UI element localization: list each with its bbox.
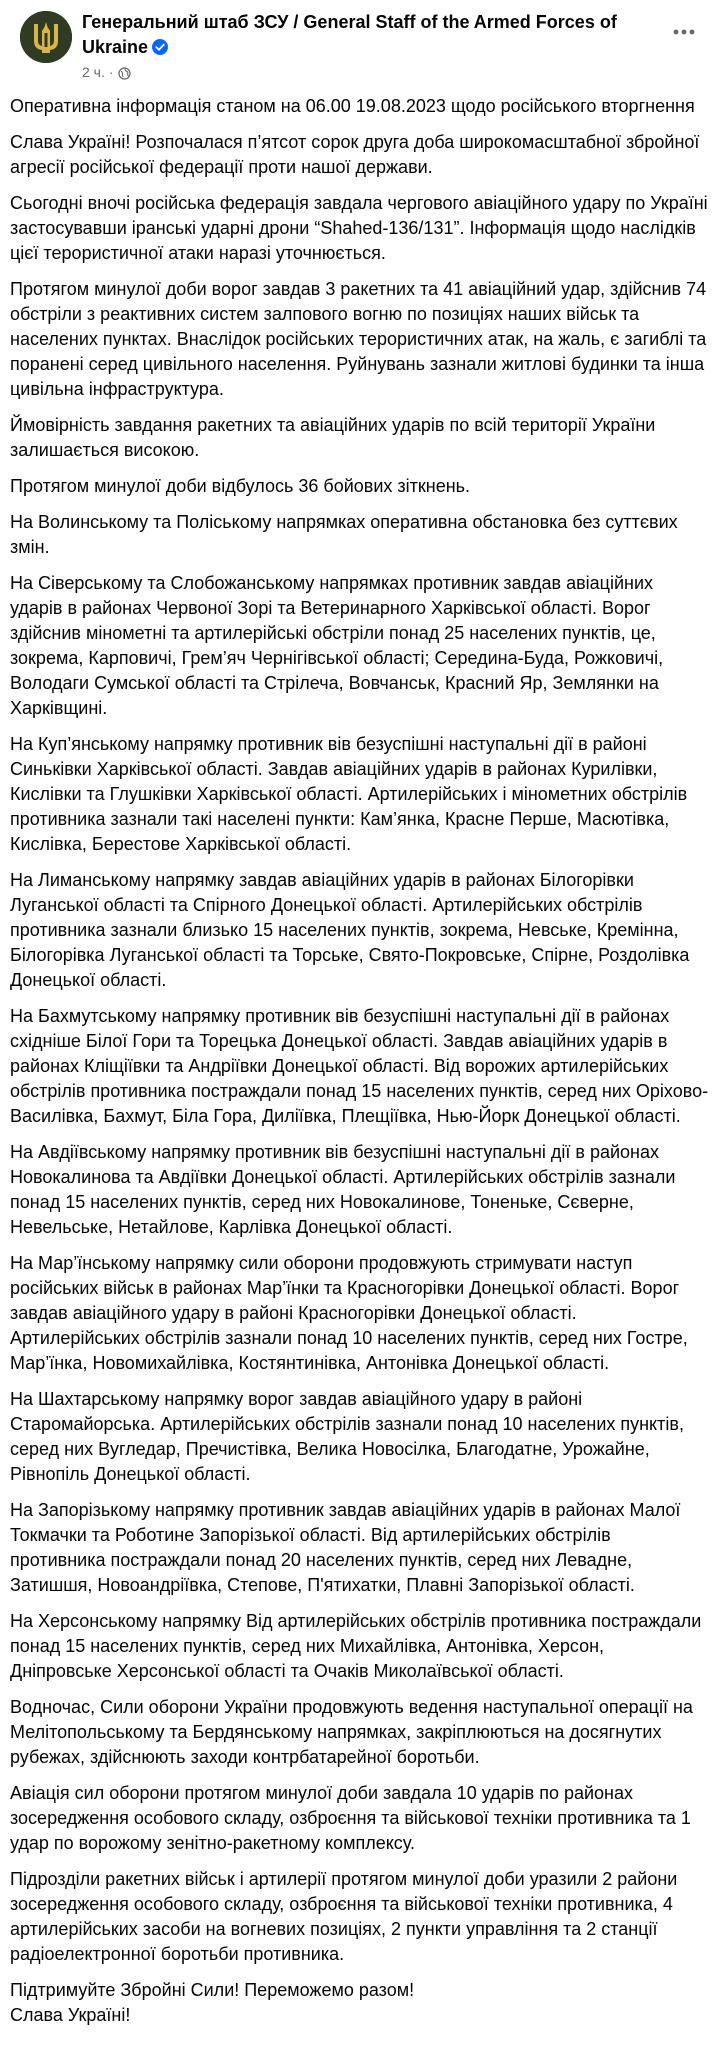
post-paragraph: Ймовірність завдання ракетних та авіаційних ударів по всій території України залишається високою. [10, 415, 656, 460]
post-timestamp[interactable]: 2 ч. [82, 64, 105, 80]
meta-separator: · [108, 64, 114, 80]
post-paragraph: Протягом минулої доби відбулось 36 бойових зіткнень. [10, 476, 471, 496]
post-paragraph: На Куп’янському напрямку противник вів безуспішні наступальні дії в районі Синьківки Харківської області. Завдав авіаційних ударів в районах Курилівки, Кислівки та Глушківки Харківської області. Артилерійських і мінометних обстрілів противника зазнали такі населені пункти: Кам’янка, Красне Перше, Масютівка, Кислівка, Берестове Харківської області. [10, 734, 688, 854]
post-paragraph: На Волинському та Поліському напрямках оперативна обстановка без суттєвих змін. [10, 512, 678, 557]
trident-emblem-icon [20, 11, 72, 63]
post-paragraph: На Бахмутському напрямку противник вів безуспішні наступальні дії в районах східніше Білої Гори та Торецька Донецької області. Завдав авіаційних ударів в районах Кліщіївки та Андріївки Донецької області. Від ворожих артилерійських обстрілів противника постраждали понад 15 населених пунктів, серед них Оріхово-Василівка, Бахмут, Біла Гора, Диліївка, Плещіївка, Нью-Йорк Донецької області. [10, 1006, 709, 1126]
post-paragraph: Протягом минулої доби ворог завдав 3 ракетних та 41 авіаційний удар, здійснив 74 обстріли з реактивних систем залпового вогню по позиціях наших військ та населених пунктах. Внаслідок російських терористичних атак, на жаль, є загиблі та поранені серед цивільного населення. Руйнувань зазнали житлові будинки та інша цивільна інфраструктура. [10, 279, 707, 399]
more-options-button[interactable] [666, 14, 702, 50]
post-paragraph-closing: Слава Україні! [10, 2005, 131, 2025]
page-name-link[interactable] [82, 10, 642, 60]
post-paragraph: На Сіверському та Слобожанському напрямках противник завдав авіаційних ударів в районах Червоної Зорі та Ветеринарного Харківської області. Ворог здійснив мінометні та артилерійські обстріли понад 25 населених пунктів, це, зокрема, Карповичі, Грем’яч Чернігівської області; Середина-Буда, Рожковичі, Володаги Сумської області та Стрілеча, Вовчанськ, Красний Яр, Землянки на Харківщині. [10, 573, 664, 718]
post-paragraph: Авіація сил оборони протягом минулої доби завдала 10 ударів по районах зосередження особового складу, озброєння та військової техніки противника та 1 удар по ворожому зенітно-ракетному комплексу. [10, 1783, 691, 1853]
post-meta [82, 63, 131, 81]
post-paragraph: На Херсонському напрямку Від артилерійських обстрілів противника постраждали понад 15 населених пунктів, серед них Михайлівка, Антонівка, Херсон, Дніпровське Херсонської області та Очаків Миколаївської області. [10, 1611, 702, 1681]
post-paragraph: На Авдіївському напрямку противник вів безуспішні наступальні дії в районах Новокалинова та Авдіївки Донецької області. Артилерійських обстрілів зазнали понад 15 населених пунктів, серед них Новокалинове, Тоненьке, Сєверне, Невельське, Нетайлове, Карлівка Донецької області. [10, 1142, 676, 1237]
more-horizontal-icon [673, 29, 695, 35]
post-paragraph: На Запорізькому напрямку противник завдав авіаційних ударів в районах Малої Токмачки та Роботине Запорізької області. Від артилерійських обстрілів противника постраждали понад 20 населених пунктів, серед них Левадне, Затишшя, Новоандріївка, Степове, П'ятихатки, Плавні Запорізької області. [10, 1500, 681, 1595]
post-paragraph: Підтримуйте Збройні Сили! Переможемо разом! [10, 1980, 415, 2000]
post-paragraph: На Шахтарському напрямку ворог завдав авіаційного удару в районі Старомайорська. Артилерійських обстрілів зазнали понад 10 населених пунктів, серед них Вугледар, Пречистівка, Велика Новосілка, Благодатне, Урожайне, Рівнопіль Донецької області. [10, 1389, 684, 1484]
post-paragraph: Водночас, Сили оборони України продовжують ведення наступальної операції на Мелітопольському та Бердянському напрямках, закріплюються на досягнутих рубежах, здійснюють заходи контрбатарейної боротьби. [10, 1697, 693, 1767]
post-paragraph: На Лиманському напрямку завдав авіаційних ударів в районах Білогорівки Луганської області та Спірного Донецької області. Артилерійських обстрілів противника зазнали близько 15 населених пунктів, зокрема, Невське, Кремінна, Білогорівка Луганської області та Торське, Свято-Покровське, Спірне, Роздолівка Донецької області. [10, 870, 690, 990]
post-paragraph-title: Оперативна інформація станом на 06.00 19.08.2023 щодо російського вторгнення [10, 96, 695, 116]
post-body [10, 94, 710, 2028]
post-header [10, 0, 714, 88]
verified-badge-icon [152, 37, 168, 53]
globe-icon[interactable] [118, 66, 131, 79]
avatar[interactable] [20, 11, 72, 63]
page-name[interactable]: Генеральний штаб ЗСУ / General Staff of the Armed Forces of Ukraine [82, 12, 617, 57]
post-paragraph: Сьогодні вночі російська федерація завдала чергового авіаційного удару по Україні застосувавши іранські ударні дрони “Shahed-136/131”. Інформація щодо наслідків цієї терористичної атаки наразі уточнюється. [10, 193, 708, 263]
post-paragraph: Слава Україні! Розпочалася п’ятсот сорок друга доба широкомасштабної збройної агресії російської федерації проти нашої держави. [10, 132, 700, 177]
post-paragraph: Підрозділи ракетних військ і артилерії протягом минулої доби уразили 2 райони зосередження особового складу, озброєння та військової техніки противника, 4 артилерійських засоби на вогневих позиціях, 2 пункти управління та 2 станції радіоелектронної боротьби противника. [10, 1869, 678, 1964]
post-paragraph: На Мар’їнському напрямку сили оборони продовжують стримувати наступ російських військ в районах Мар’їнки та Красногорівки Донецької області. Ворог завдав авіаційного удару в районі Красногорівки Донецької області. Артилерійських обстрілів зазнали понад 10 населених пунктів, серед них Гостре, Мар’їнка, Новомихайлівка, Костянтинівка, Антонівка Донецької області. [10, 1253, 688, 1373]
